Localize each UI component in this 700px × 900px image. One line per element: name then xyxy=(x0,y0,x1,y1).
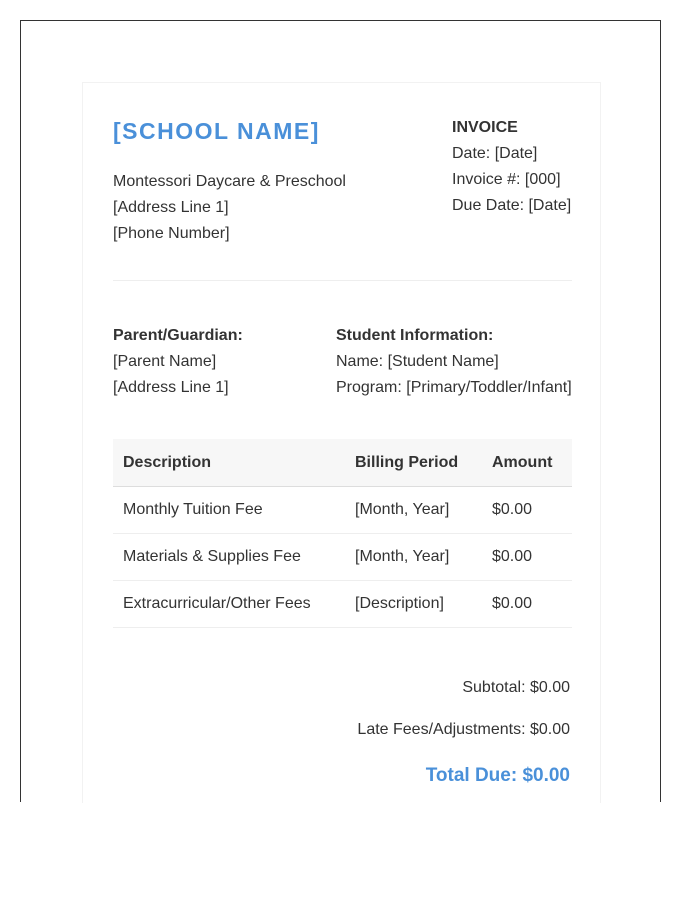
invoice-date: Date: [Date] xyxy=(452,145,538,162)
table-row xyxy=(113,487,572,534)
column-header-amount: Amount xyxy=(482,439,572,487)
invoice-due-date: Due Date: [Date] xyxy=(452,197,572,214)
row-billing-period: [Month, Year] xyxy=(345,487,482,534)
parent-guardian-block xyxy=(113,323,243,401)
column-header-description: Description xyxy=(113,439,345,487)
invoice-number: Invoice #: [000] xyxy=(452,171,561,188)
school-address: [Address Line 1] xyxy=(113,199,229,216)
row-billing-period: [Month, Year] xyxy=(345,534,482,581)
row-amount: $0.00 xyxy=(482,534,572,581)
row-description: Materials & Supplies Fee xyxy=(113,534,345,581)
header-divider xyxy=(113,280,572,281)
invoice-title: INVOICE xyxy=(452,119,518,136)
late-fees-adjustments: Late Fees/Adjustments: $0.00 xyxy=(357,721,570,738)
total-due: Total Due: $0.00 xyxy=(425,765,570,786)
row-amount: $0.00 xyxy=(482,487,572,534)
column-header-billing-period: Billing Period xyxy=(345,439,482,487)
student-program: Program: [Primary/Toddler/Infant] xyxy=(336,379,572,396)
table-row xyxy=(113,534,572,581)
row-description: Extracurricular/Other Fees xyxy=(113,581,345,628)
row-amount: $0.00 xyxy=(482,581,572,628)
school-info xyxy=(113,169,346,247)
parent-heading: Parent/Guardian: xyxy=(113,327,243,344)
invoice-meta xyxy=(452,115,571,219)
school-phone: [Phone Number] xyxy=(113,225,230,242)
invoice-container xyxy=(82,82,601,803)
parent-name: [Parent Name] xyxy=(113,353,217,370)
parent-address: [Address Line 1] xyxy=(113,379,229,396)
table-header-row xyxy=(113,439,572,487)
document-page xyxy=(20,20,661,802)
row-billing-period: [Description] xyxy=(345,581,482,628)
student-name: Name: [Student Name] xyxy=(336,353,499,370)
school-name: [SCHOOL NAME] xyxy=(113,118,320,144)
subtotal: Subtotal: $0.00 xyxy=(462,679,570,696)
table-row xyxy=(113,581,572,628)
totals-section xyxy=(357,677,570,787)
row-description: Monthly Tuition Fee xyxy=(113,487,345,534)
school-subtitle: Montessori Daycare & Preschool xyxy=(113,173,346,190)
fee-table xyxy=(113,439,572,628)
student-info-block xyxy=(336,323,572,401)
student-heading: Student Information: xyxy=(336,327,494,344)
